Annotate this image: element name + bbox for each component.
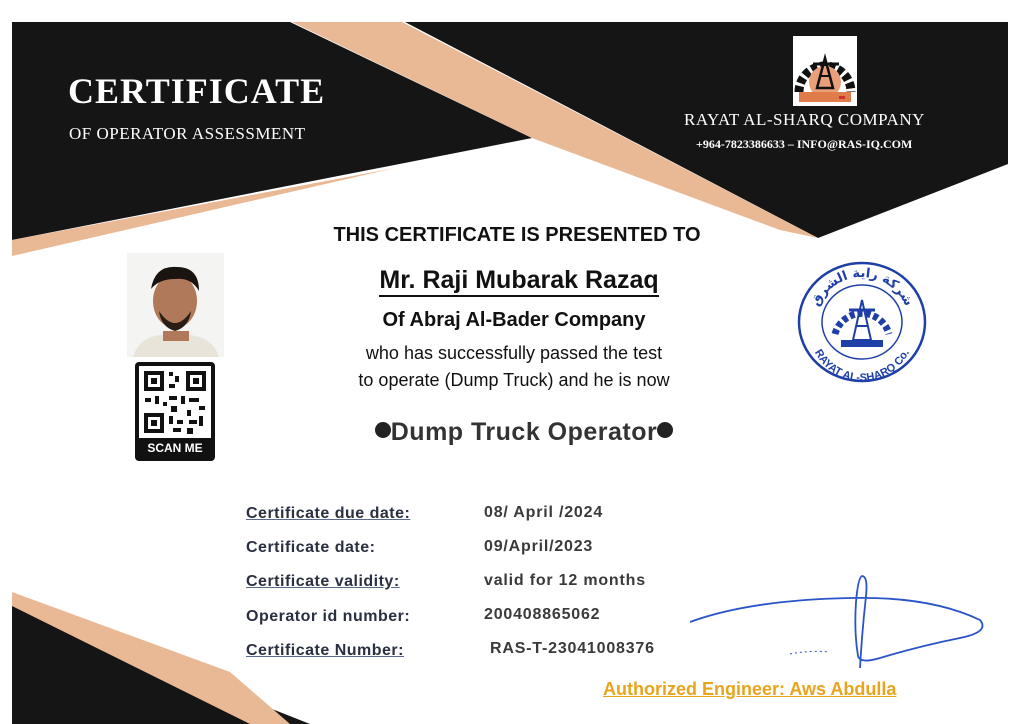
- company-seal-stamp: [795, 258, 929, 383]
- presented-heading: THIS CERTIFICATE IS PRESENTED TO: [333, 224, 701, 246]
- signature-mark: [690, 572, 990, 682]
- detail-value-cert-number: RAS-T-23041008376: [490, 640, 655, 657]
- seal-text-english: RAYAT AL-SHARQ Co.: [811, 347, 912, 383]
- detail-value-due-date: 08/ April /2024: [484, 504, 604, 521]
- recipient-organization: Of Abraj Al-Bader Company: [382, 309, 646, 331]
- detail-value-cert-date: 09/April/2023: [484, 538, 594, 555]
- scan-me-label: SCAN ME: [147, 441, 203, 455]
- operator-role: [0, 418, 1024, 447]
- certificate-subtitle: OF OPERATOR ASSESSMENT: [69, 124, 306, 143]
- bullet-dot-icon: [375, 422, 391, 438]
- company-contact: +964-7823386633 – INFO@RAS-IQ.COM: [696, 137, 913, 151]
- detail-label-cert-date: Certificate date:: [246, 539, 376, 556]
- detail-value-operator-id: 200408865062: [484, 606, 601, 623]
- oil-derrick-gear-logo: [793, 36, 857, 106]
- certificate-title: CERTIFICATE: [68, 71, 326, 111]
- bullet-dot-icon: [657, 422, 673, 438]
- detail-label-cert-number: Certificate Number:: [246, 642, 404, 659]
- authorized-engineer: Authorized Engineer: Aws Abdulla: [603, 679, 897, 699]
- detail-label-validity: Certificate validity:: [246, 573, 400, 590]
- statement-line-1: who has successfully passed the test: [365, 343, 663, 363]
- seal-text-arabic: شركة راية الشرق: [808, 265, 916, 309]
- operator-role-text: Dump Truck Operator: [390, 418, 658, 446]
- svg-text:RAYAT AL-SHARQ Co.: [812, 347, 912, 383]
- company-name: RAYAT AL-SHARQ COMPANY: [684, 110, 925, 129]
- recipient-name-text: Mr. Raji Mubarak Razaq: [379, 266, 658, 297]
- detail-label-due-date: Certificate due date:: [246, 505, 411, 522]
- detail-value-validity: valid for 12 months: [484, 572, 646, 589]
- detail-label-operator-id: Operator id number:: [246, 608, 411, 625]
- statement-line-2: to operate (Dump Truck) and he is now: [358, 370, 670, 390]
